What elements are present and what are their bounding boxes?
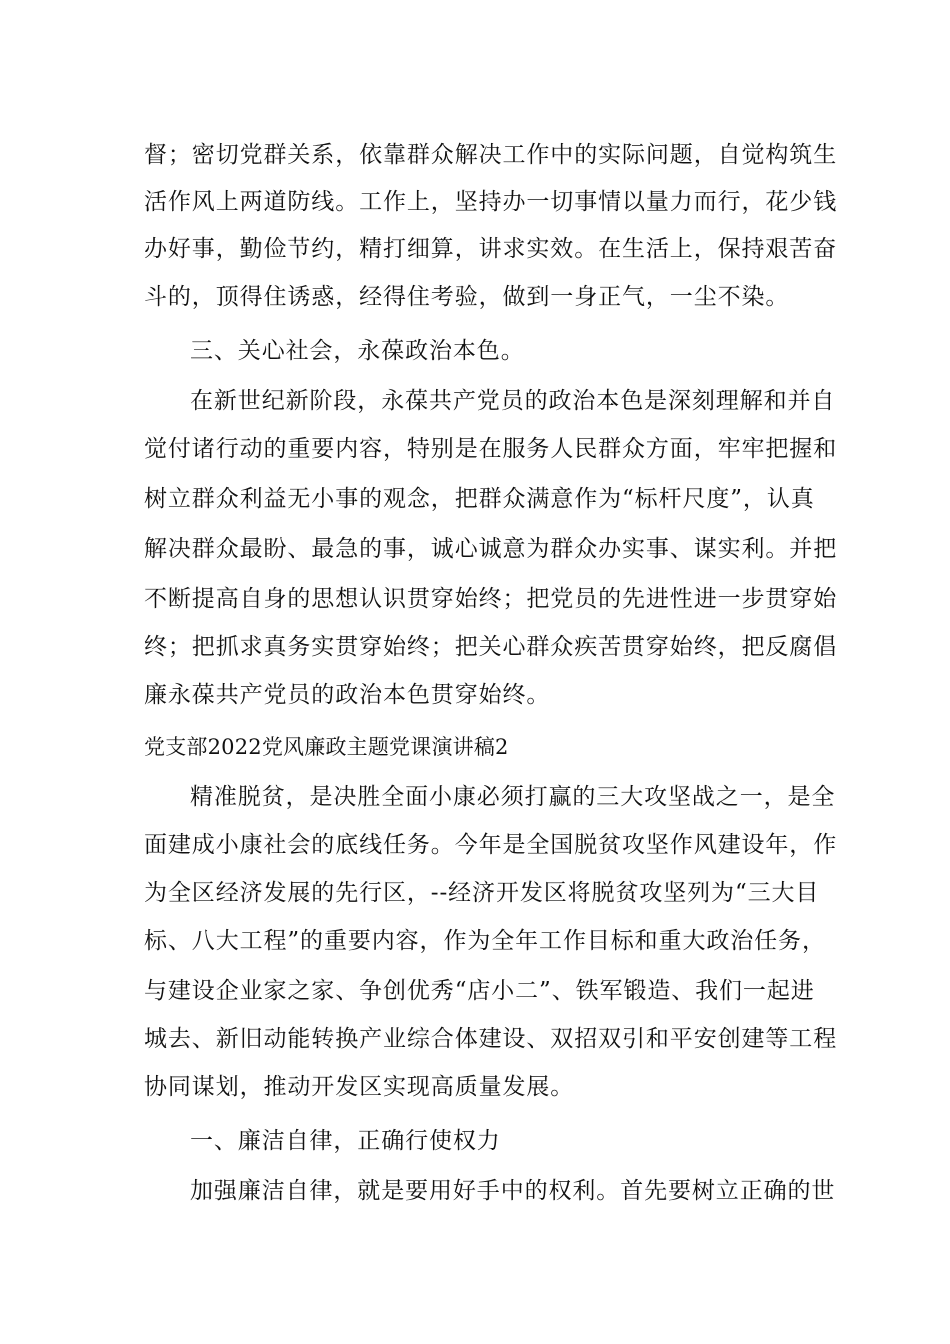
text-line: 不断提高自身的思想认识贯穿始终；把党员的先进性进一步贯穿始 [144,586,838,612]
text-line: 办好事，勤俭节约，精打细算，讲求实效。在生活上，保持艰苦奋 [144,236,838,262]
text-line: 督；密切党群关系，依靠群众解决工作中的实际问题，自觉构筑生 [144,142,838,168]
text-line: 廉永葆共产党员的政治本色贯穿始终。 [144,682,551,708]
text-line: 面建成小康社会的底线任务。今年是全国脱贫攻坚作风建设年，作 [144,832,838,858]
text-line: 与建设企业家之家、争创优秀“店小二”、铁军锻造、我们一起进 [144,978,815,1004]
text-line: 协同谋划，推动开发区实现高质量发展。 [144,1074,575,1100]
text-line: 活作风上两道防线。工作上，坚持办一切事情以量力而行，花少钱 [144,189,838,215]
section-heading: 三、关心社会，永葆政治本色。 [190,338,525,364]
text-line: 觉付诸行动的重要内容，特别是在服务人民群众方面，牢牢把握和 [144,436,838,462]
text-line: 终；把抓求真务实贯穿始终；把关心群众疾苦贯穿始终，把反腐倡 [144,634,838,660]
text-line: 精准脱贫，是决胜全面小康必须打赢的三大攻坚战之一，是全 [190,784,836,810]
text-line: 城去、新旧动能转换产业综合体建设、双招双引和平安创建等工程 [144,1026,838,1052]
text-line: 在新世纪新阶段，永葆共产党员的政治本色是深刻理解和并自 [190,388,836,414]
text-line: 为全区经济发展的先行区，--经济开发区将脱贫攻坚列为“三大目 [144,880,820,906]
text-line: 标、八大工程”的重要内容，作为全年工作目标和重大政治任务， [144,928,826,954]
text-line: 斗的，顶得住诱惑，经得住考验，做到一身正气，一尘不染。 [144,284,790,310]
section-heading: 一、廉洁自律，正确行使权力 [190,1128,501,1154]
text-line: 加强廉洁自律，就是要用好手中的权利。首先要树立正确的世 [190,1178,836,1204]
text-line: 解决群众最盼、最急的事，诚心诚意为群众办实事、谋实利。并把 [144,536,838,562]
text-line: 树立群众利益无小事的观念，把群众满意作为“标杆尺度”，认真 [144,486,815,512]
document-title: 党支部2022党风廉政主题党课演讲稿2 [144,735,509,759]
